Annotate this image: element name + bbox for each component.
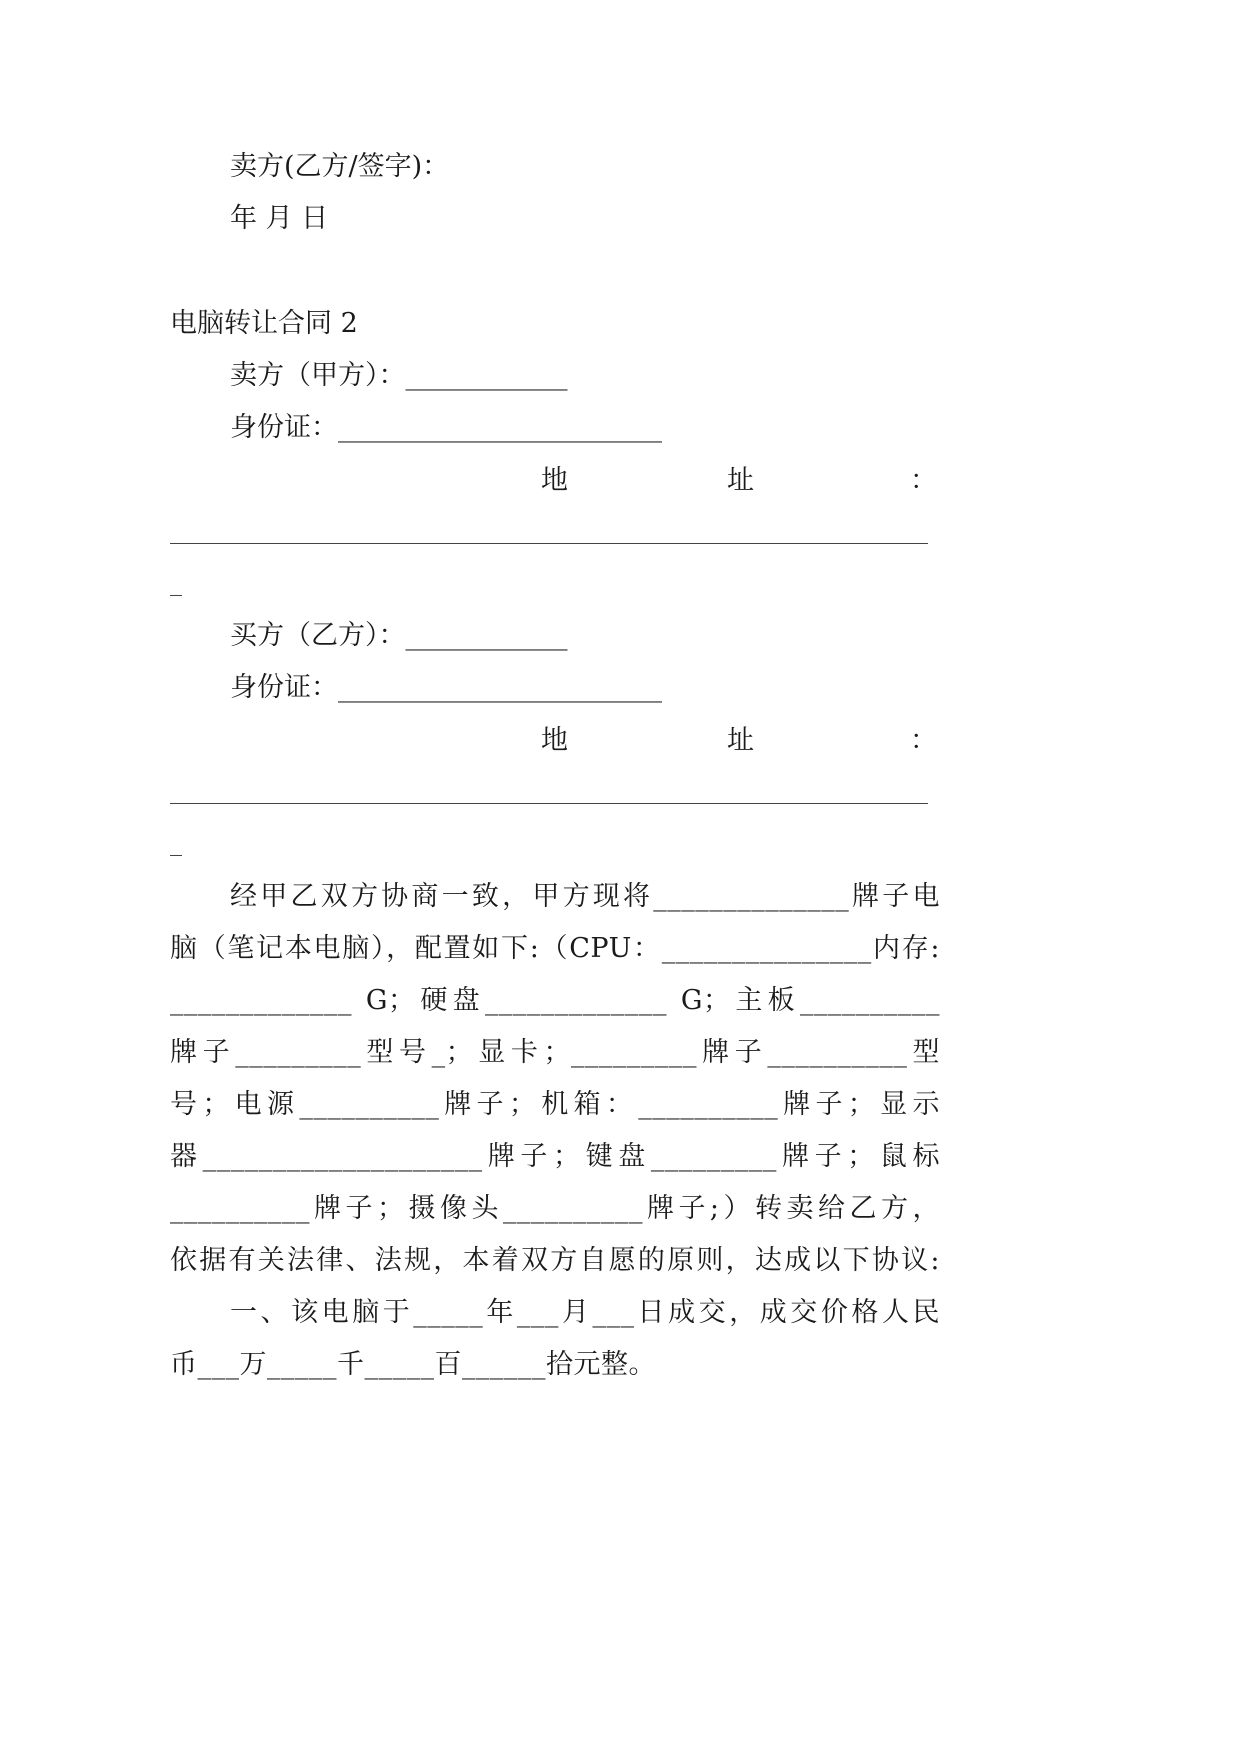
seller-id-line: 身份证：________________________ xyxy=(230,412,662,443)
seller-party-line: 卖方（甲方）：____________ xyxy=(230,360,568,391)
contract-title: 电脑转让合同 2 xyxy=(170,308,358,339)
buyer-address-blank-stub xyxy=(170,855,182,856)
body-line: 经甲乙双方协商一致，甲方现将______________牌子电 xyxy=(230,881,940,912)
seller-signature-line: 卖方(乙方/签字)： xyxy=(230,151,450,182)
body-line: __________牌子；摄像头__________牌子;）转卖给乙方， xyxy=(170,1193,940,1224)
body-line: _____________ G；硬盘_____________ G；主板__________ xyxy=(170,985,940,1016)
seller-address-colon: ： xyxy=(910,465,937,496)
clause-line: 一、该电脑于_____年___月___日成交，成交价格人民 xyxy=(230,1297,940,1328)
body-line: 号；电源__________牌子；机箱：__________牌子；显示 xyxy=(170,1089,940,1120)
buyer-address-char-1: 地 xyxy=(541,725,568,756)
clause-line: 币___万_____千_____百______拾元整。 xyxy=(170,1349,656,1380)
buyer-address-blank-line xyxy=(170,803,928,804)
body-line: 依据有关法律、法规，本着双方自愿的原则，达成以下协议: xyxy=(170,1245,940,1276)
body-line: 脑（笔记本电脑），配置如下:（CPU：_______________内存: xyxy=(170,933,940,964)
buyer-id-line: 身份证：________________________ xyxy=(230,672,662,703)
buyer-address-char-2: 址 xyxy=(727,725,754,756)
contract-body-paragraph xyxy=(170,871,940,1287)
seller-address-char-2: 址 xyxy=(727,465,754,496)
seller-address-char-1: 地 xyxy=(541,465,568,496)
buyer-party-line: 买方（乙方）：____________ xyxy=(230,620,568,651)
seller-address-blank-line xyxy=(170,543,928,544)
clause-one-paragraph xyxy=(170,1287,940,1391)
seller-address-blank-stub xyxy=(170,595,182,596)
body-line: 器____________________牌子；键盘_________牌子；鼠标 xyxy=(170,1141,940,1172)
buyer-address-colon: ： xyxy=(910,725,937,756)
date-line: 年 月 日 xyxy=(230,203,329,234)
body-line: 牌子_________型号_；显卡；_________牌子__________型 xyxy=(170,1037,940,1068)
